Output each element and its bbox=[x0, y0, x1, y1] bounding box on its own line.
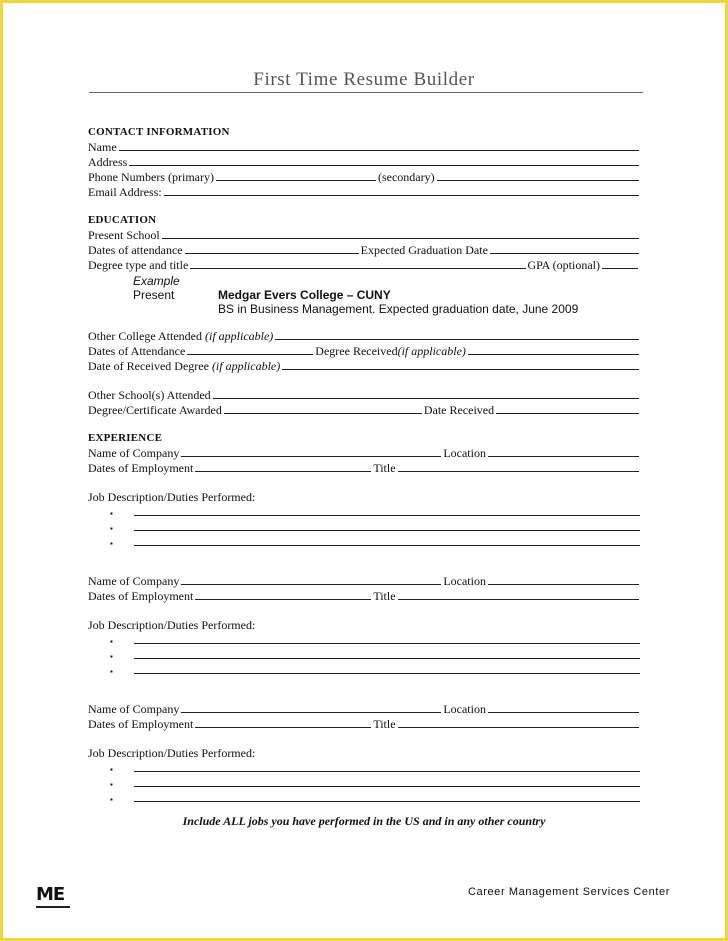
employment-field[interactable] bbox=[195, 726, 371, 728]
bullet-icon: ▪ bbox=[110, 652, 113, 661]
bullet-icon: ▪ bbox=[110, 765, 113, 774]
me-logo: ME bbox=[36, 884, 65, 905]
bullet-icon: ▪ bbox=[110, 524, 113, 533]
date-received-label: Date Received bbox=[423, 403, 495, 417]
job-description-label: Job Description/Duties Performed: bbox=[88, 746, 256, 760]
degree-certificate-field[interactable] bbox=[224, 412, 422, 414]
employment-row-3 bbox=[88, 716, 640, 731]
bullet-icon: ▪ bbox=[110, 795, 113, 804]
example-present: Present bbox=[133, 288, 175, 302]
degree-type-label: Degree type and title bbox=[88, 258, 189, 272]
degree-received-qualifier: (if applicable) bbox=[397, 344, 466, 358]
location-label: Location bbox=[443, 702, 486, 716]
company-label: Name of Company bbox=[88, 702, 180, 716]
duty-field[interactable] bbox=[134, 673, 640, 674]
address-field[interactable] bbox=[129, 164, 639, 166]
date-received-field[interactable] bbox=[496, 412, 639, 414]
company-row-3 bbox=[88, 701, 640, 716]
date-received-qualifier: (if applicable) bbox=[211, 359, 281, 373]
duty-line bbox=[110, 760, 640, 775]
duty-line bbox=[110, 534, 640, 549]
other-attendance-row bbox=[88, 343, 640, 358]
bullet-icon: ▪ bbox=[110, 667, 113, 676]
bullet-icon: ▪ bbox=[110, 637, 113, 646]
example-label: Example bbox=[133, 274, 180, 288]
location-field[interactable] bbox=[488, 711, 639, 713]
date-received-degree-row bbox=[88, 358, 640, 373]
job-title-label: Title bbox=[373, 717, 396, 731]
duty-line bbox=[110, 662, 640, 677]
degree-row bbox=[88, 257, 640, 272]
bullet-icon: ▪ bbox=[110, 539, 113, 548]
employment-label: Dates of Employment bbox=[88, 461, 194, 475]
email-field[interactable] bbox=[164, 194, 639, 196]
present-school-row bbox=[88, 227, 640, 242]
company-field[interactable] bbox=[181, 583, 441, 585]
phone-secondary-field[interactable] bbox=[437, 179, 639, 181]
other-schools-field[interactable] bbox=[213, 397, 639, 399]
contact-heading: CONTACT INFORMATION bbox=[88, 126, 230, 138]
duties-list-3 bbox=[110, 760, 640, 805]
job-description-row-1 bbox=[88, 489, 640, 504]
employment-row-2 bbox=[88, 588, 640, 603]
phone-row bbox=[88, 169, 640, 184]
name-field[interactable] bbox=[119, 149, 639, 151]
gpa-label: GPA (optional) bbox=[527, 258, 600, 272]
location-field[interactable] bbox=[488, 455, 639, 457]
example-college: Medgar Evers College – CUNY bbox=[218, 288, 391, 302]
duty-field[interactable] bbox=[134, 658, 640, 659]
dates-attendance-field[interactable] bbox=[185, 252, 359, 254]
employment-label: Dates of Employment bbox=[88, 589, 194, 603]
date-received-degree-field[interactable] bbox=[282, 368, 639, 370]
instruction-note: Include ALL jobs you have performed in the US and in any other country bbox=[182, 814, 546, 828]
dates-of-attendance-field[interactable] bbox=[187, 353, 313, 355]
other-schools-label: Other School(s) Attended bbox=[88, 388, 211, 402]
resume-form-page bbox=[3, 3, 725, 938]
company-field[interactable] bbox=[181, 711, 441, 713]
duty-field[interactable] bbox=[134, 515, 640, 516]
job-title-label: Title bbox=[373, 589, 396, 603]
duty-field[interactable] bbox=[134, 771, 640, 772]
duties-list-1 bbox=[110, 504, 640, 549]
location-label: Location bbox=[443, 574, 486, 588]
footer-center-name: Career Management Services Center bbox=[468, 886, 670, 898]
email-label: Email Address: bbox=[88, 185, 162, 199]
job-description-label: Job Description/Duties Performed: bbox=[88, 490, 256, 504]
employment-row-1 bbox=[88, 460, 640, 475]
phone-primary-label: Phone Numbers (primary) bbox=[88, 170, 214, 184]
duty-field[interactable] bbox=[134, 545, 640, 546]
duty-line bbox=[110, 519, 640, 534]
address-label: Address bbox=[88, 155, 128, 169]
duty-field[interactable] bbox=[134, 530, 640, 531]
logo-underline bbox=[36, 906, 70, 908]
degree-received-label: Degree Received bbox=[315, 344, 398, 358]
expected-graduation-field[interactable] bbox=[490, 252, 639, 254]
phone-primary-field[interactable] bbox=[216, 179, 376, 181]
email-row bbox=[88, 184, 640, 199]
title-divider bbox=[89, 92, 643, 93]
degree-received-field[interactable] bbox=[468, 353, 639, 355]
job-title-field[interactable] bbox=[398, 598, 639, 600]
present-school-label: Present School bbox=[88, 228, 160, 242]
company-label: Name of Company bbox=[88, 446, 180, 460]
form-content bbox=[88, 125, 640, 805]
job-title-label: Title bbox=[373, 461, 396, 475]
duty-line bbox=[110, 647, 640, 662]
date-received-degree-label: Date of Received Degree bbox=[88, 359, 209, 373]
other-college-label: Other College Attended bbox=[88, 329, 202, 343]
dates-attendance-label: Dates of attendance bbox=[88, 243, 183, 257]
other-college-qualifier: (if applicable) bbox=[204, 329, 274, 343]
duty-field[interactable] bbox=[134, 786, 640, 787]
experience-heading: EXPERIENCE bbox=[88, 432, 163, 444]
job-description-label: Job Description/Duties Performed: bbox=[88, 618, 256, 632]
degree-type-field[interactable] bbox=[190, 267, 526, 269]
certificate-row bbox=[88, 402, 640, 417]
employment-field[interactable] bbox=[195, 470, 371, 472]
job-title-field[interactable] bbox=[398, 470, 639, 472]
education-heading: EDUCATION bbox=[88, 214, 157, 226]
company-field[interactable] bbox=[181, 455, 441, 457]
employment-field[interactable] bbox=[195, 598, 371, 600]
job-description-row-2 bbox=[88, 617, 640, 632]
duty-line bbox=[110, 775, 640, 790]
other-college-row bbox=[88, 328, 640, 343]
expected-graduation-label: Expected Graduation Date bbox=[360, 243, 488, 257]
duty-line bbox=[110, 790, 640, 805]
address-row bbox=[88, 154, 640, 169]
location-field[interactable] bbox=[488, 583, 639, 585]
duty-field[interactable] bbox=[134, 643, 640, 644]
dates-of-attendance-label: Dates of Attendance bbox=[88, 344, 186, 358]
company-label: Name of Company bbox=[88, 574, 180, 588]
job-title-field[interactable] bbox=[398, 726, 639, 728]
gpa-field[interactable] bbox=[602, 267, 638, 269]
duty-field[interactable] bbox=[134, 801, 640, 802]
bullet-icon: ▪ bbox=[110, 780, 113, 789]
page-title: First Time Resume Builder bbox=[253, 69, 475, 90]
bullet-icon: ▪ bbox=[110, 509, 113, 518]
attendance-row bbox=[88, 242, 640, 257]
location-label: Location bbox=[443, 446, 486, 460]
example-degree: BS in Business Management. Expected graduation date, June 2009 bbox=[218, 302, 579, 316]
company-row-2 bbox=[88, 573, 640, 588]
degree-certificate-label: Degree/Certificate Awarded bbox=[88, 403, 222, 417]
present-school-field[interactable] bbox=[162, 237, 639, 239]
duties-list-2 bbox=[110, 632, 640, 677]
duty-line bbox=[110, 632, 640, 647]
phone-secondary-label: (secondary) bbox=[377, 170, 435, 184]
company-row-1 bbox=[88, 445, 640, 460]
other-college-field[interactable] bbox=[275, 338, 639, 340]
example-block bbox=[88, 274, 640, 328]
name-label: Name bbox=[88, 140, 117, 154]
job-description-row-3 bbox=[88, 745, 640, 760]
duty-line bbox=[110, 504, 640, 519]
employment-label: Dates of Employment bbox=[88, 717, 194, 731]
other-schools-row bbox=[88, 387, 640, 402]
name-row bbox=[88, 139, 640, 154]
